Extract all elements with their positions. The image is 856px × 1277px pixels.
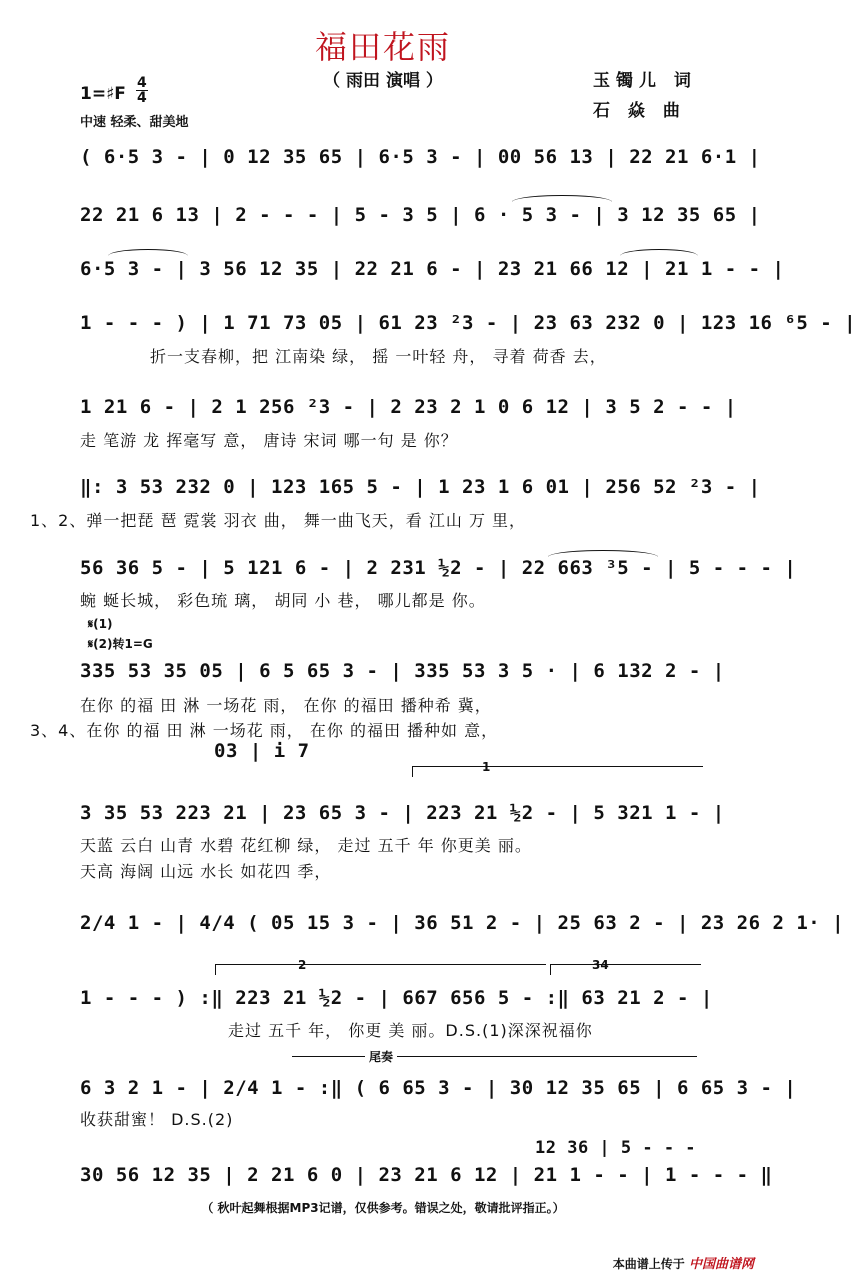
segno-marker-1: 𝄋(1) xyxy=(88,617,113,631)
source-brand-logo[interactable]: 中国曲谱网 xyxy=(688,1257,754,1272)
transcriber-note: （ 秋叶起舞根据MP3记谱，仅供参考。错误之处，敬请批评指正。） xyxy=(201,1201,565,1215)
score-row-10: 2/4 1 - | 4/4 ( 05 15 3 - | 36 51 2 - | 25 63 2 - | 23 26 2 1· | xyxy=(80,912,845,934)
slur xyxy=(548,550,658,557)
volta-bracket-34 xyxy=(550,964,701,975)
score-row-1: ( 6·5 3 - | 0 12 35 65 | 6·5 3 - | 00 56 13 | 22 21 6·1 | xyxy=(80,146,761,168)
score-row-5: 1 21 6 - | 2 1 256 ²3 - | 2 23 2 1 0 6 12 | 3 5 2 - - | xyxy=(80,396,737,418)
performer-subtitle: （ 雨田 演唱 ） xyxy=(323,71,443,91)
page-title: 福田花雨 xyxy=(314,28,451,66)
tempo-marking: 中速 轻柔、甜美地 xyxy=(80,115,189,130)
volta-bracket-1 xyxy=(412,766,703,777)
score-row-13: 30 56 12 35 | 2 21 6 0 | 23 21 6 12 | 21 1 - - | 1 - - - ‖ xyxy=(80,1164,773,1186)
volta-label-2: 2 xyxy=(298,958,307,972)
lyric-row-8-verse34: 3、4、在你 的福 田 淋 一场花 雨， 在你 的福田 播种如 意， xyxy=(30,721,499,740)
segno-marker-2: 𝄋(2)转1=G xyxy=(88,637,153,651)
slur xyxy=(620,249,698,256)
lyric-row-5: 走 笔游 龙 挥毫写 意， 唐诗 宋词 哪一句 是 你？ xyxy=(80,431,458,450)
volta-bracket-2 xyxy=(215,964,546,975)
score-row-12: 6 3 2 1 - | 2/4 1 - :‖ ( 6 65 3 - | 30 12 35 65 | 6 65 3 - | xyxy=(80,1077,797,1099)
source-prefix: 本曲谱上传于 xyxy=(612,1257,685,1271)
alt-notes-row-8: 03 | i 7 xyxy=(214,740,310,762)
score-row-7: 56 36 5 - | 5 121 6 - | 2 231 ½2 - | 22 663 ³5 - | 5 - - - | xyxy=(80,557,797,579)
time-signature-top: 4 xyxy=(137,75,147,91)
score-row-6: ‖: 3 53 232 0 | 123 165 5 - | 1 23 1 6 01 | 256 52 ²3 - | xyxy=(80,476,761,498)
time-signature xyxy=(136,76,148,105)
source-credit xyxy=(613,1253,754,1272)
slur xyxy=(512,195,612,202)
lyric-row-11: 走过 五千 年， 你更 美 丽。D.S.(1)深深祝福你 xyxy=(228,1021,593,1040)
alt-notes-row-13: 12 36 | 5 - - - xyxy=(535,1138,697,1158)
score-row-9: 3 35 53 223 21 | 23 65 3 - | 223 21 ½2 - | 5 321 1 - | xyxy=(80,802,725,824)
score-row-4: 1 - - - ) | 1 71 73 05 | 61 23 ²3 - | 23 63 232 0 | 123 16 ⁶5 - | xyxy=(80,312,856,334)
coda-bracket-line xyxy=(292,1056,697,1058)
lyric-row-9-verse34: 天高 海阔 山远 水长 如花四 季， xyxy=(80,862,332,881)
slur xyxy=(108,249,188,256)
score-row-3: 6·5 3 - | 3 56 12 35 | 22 21 6 - | 23 21 66 12 | 21 1 - - | xyxy=(80,258,785,280)
time-signature-bottom: 4 xyxy=(137,90,147,106)
coda-label: 尾奏 xyxy=(365,1048,397,1065)
score-row-8: 335 53 35 05 | 6 5 65 3 - | 335 53 3 5 · | 6 132 2 - | xyxy=(80,660,725,682)
lyric-row-12: 收获甜蜜！ D.S.(2) xyxy=(80,1110,234,1129)
score-row-11: 1 - - - ) :‖ 223 21 ½2 - | 667 656 5 - :‖ 63 21 2 - | xyxy=(80,987,713,1009)
key-signature: 1=♯F xyxy=(80,84,126,104)
lyric-row-6: 1、2、弹一把琵 琶 霓裳 羽衣 曲， 舞一曲飞天，看 江山 万 里， xyxy=(30,511,527,530)
composer-credit: 石 焱 曲 xyxy=(593,101,686,121)
lyric-row-4: 折一支春柳，把 江南染 绿， 摇 一叶轻 舟， 寻着 荷香 去， xyxy=(150,347,607,366)
score-row-2: 22 21 6 13 | 2 - - - | 5 - 3 5 | 6 · 5 3 - | 3 12 35 65 | xyxy=(80,204,761,226)
lyric-row-7: 蜿 蜒长城， 彩色琉 璃， 胡同 小 巷， 哪儿都是 你。 xyxy=(80,591,486,610)
lyric-row-9: 天蓝 云白 山青 水碧 花红柳 绿， 走过 五千 年 你更美 丽。 xyxy=(80,836,532,855)
volta-label-1: 1 xyxy=(482,760,491,774)
lyric-row-8: 在你 的福 田 淋 一场花 雨， 在你 的福田 播种希 冀， xyxy=(80,696,492,715)
lyricist-credit: 玉镯儿 词 xyxy=(593,71,697,91)
volta-label-34: 34 xyxy=(592,958,609,972)
